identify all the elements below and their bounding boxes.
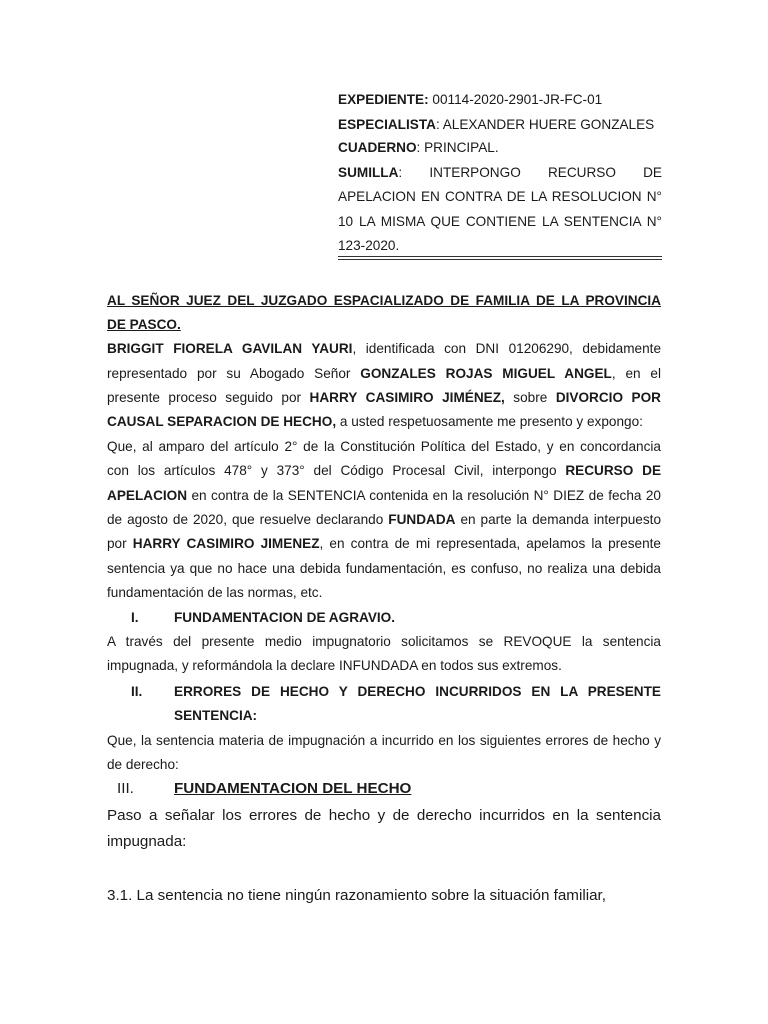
header-divider-top (338, 256, 662, 257)
section-2-line-2: de derecho: (107, 757, 179, 772)
section-1-line-2: impugnada, y reformándola la declare INFUNDADA en todos sus extremos. (107, 658, 562, 673)
addressee-line-1: AL SEÑOR JUEZ DEL JUZGADO ESPACIALIZADO DE FAMILIA DE LA PROVINCIA (107, 293, 661, 308)
especialista-line (338, 116, 662, 134)
sumilla-label: SUMILLA (338, 165, 399, 180)
section-1-line-1: A través del presente medio impugnatorio solicitamos se REVOQUE la sentencia (107, 634, 661, 649)
intro-line-1: BRIGGIT FIORELA GAVILAN YAURI, identificada con DNI 01206290, debidamente (107, 341, 661, 356)
sumilla-line-3: 10 LA MISMA QUE CONTIENE LA SENTENCIA N° (338, 214, 662, 229)
section-2-number: II. (131, 684, 143, 699)
section-3-number: III. (117, 780, 134, 797)
sumilla-line-1: SUMILLA: INTERPONGO RECURSO DE (338, 165, 662, 180)
para1-line-7: fundamentación de las normas, etc. (107, 585, 323, 600)
expediente-value: 00114-2020-2901-JR-FC-01 (428, 92, 603, 107)
expediente-line (338, 91, 662, 109)
para1-line-6: sentencia ya que no hace una debida fundamentación, es confuso, no realiza una debida (107, 561, 661, 576)
intro-line-4: CAUSAL SEPARACION DE HECHO, a usted respetuosamente me presento y expongo: (107, 414, 643, 429)
intro-line-3: presente proceso seguido por HARRY CASIMIRO JIMÉNEZ, sobre DIVORCIO POR (107, 390, 661, 405)
para1-line-4: de agosto de 2020, que resuelve declarando FUNDADA en parte la demanda interpuesto (107, 512, 662, 527)
sumilla-line-2: APELACION EN CONTRA DE LA RESOLUCION N° (338, 189, 662, 204)
intro-line-2: representado por su Abogado Señor GONZALES ROJAS MIGUEL ANGEL, en el (107, 366, 661, 381)
especialista-value: : ALEXANDER HUERE GONZALES (435, 117, 655, 132)
para1-line-2: con los artículos 478° y 373° del Código Procesal Civil, interpongo RECURSO DE (107, 463, 662, 478)
header-divider-bottom (338, 259, 662, 260)
cuaderno-line (338, 139, 662, 157)
para1-line-1: Que, al amparo del artículo 2° de la Constitución Política del Estado, y en concordancia (107, 439, 661, 454)
expediente-label: EXPEDIENTE: (338, 92, 429, 107)
section-1-title: FUNDAMENTACION DE AGRAVIO. (174, 610, 396, 625)
sumilla-line-4: 123-2020. (338, 238, 400, 253)
section-3-title: FUNDAMENTACION DEL HECHO (174, 780, 412, 797)
section-2-title-line-1: ERRORES DE HECHO Y DERECHO INCURRIDOS EN LA PRESENTE (174, 684, 661, 699)
section-3-line-2: impugnada: (107, 833, 187, 850)
cuaderno-value: : PRINCIPAL. (416, 140, 499, 155)
addressee-line-2: DE PASCO. (107, 317, 181, 332)
para1-line-5: por HARRY CASIMIRO JIMENEZ, en contra de mi representada, apelamos la presente (107, 536, 661, 551)
section-3-line-1: Paso a señalar los errores de hecho y de derecho incurridos en la sentencia (107, 807, 661, 824)
section-2-title-line-2: SENTENCIA: (174, 708, 258, 723)
especialista-label: ESPECIALISTA (338, 117, 436, 132)
para1-line-3: APELACION en contra de la SENTENCIA contenida en la resolución N° DIEZ de fecha 20 (107, 488, 661, 503)
section-3-point-3-1: 3.1. La sentencia no tiene ningún razonamiento sobre la situación familiar, (107, 887, 606, 904)
cuaderno-label: CUADERNO (338, 140, 417, 155)
section-2-line-1: Que, la sentencia materia de impugnación a incurrido en los siguientes errores de hecho y (107, 733, 661, 748)
section-1-number: I. (131, 610, 139, 625)
